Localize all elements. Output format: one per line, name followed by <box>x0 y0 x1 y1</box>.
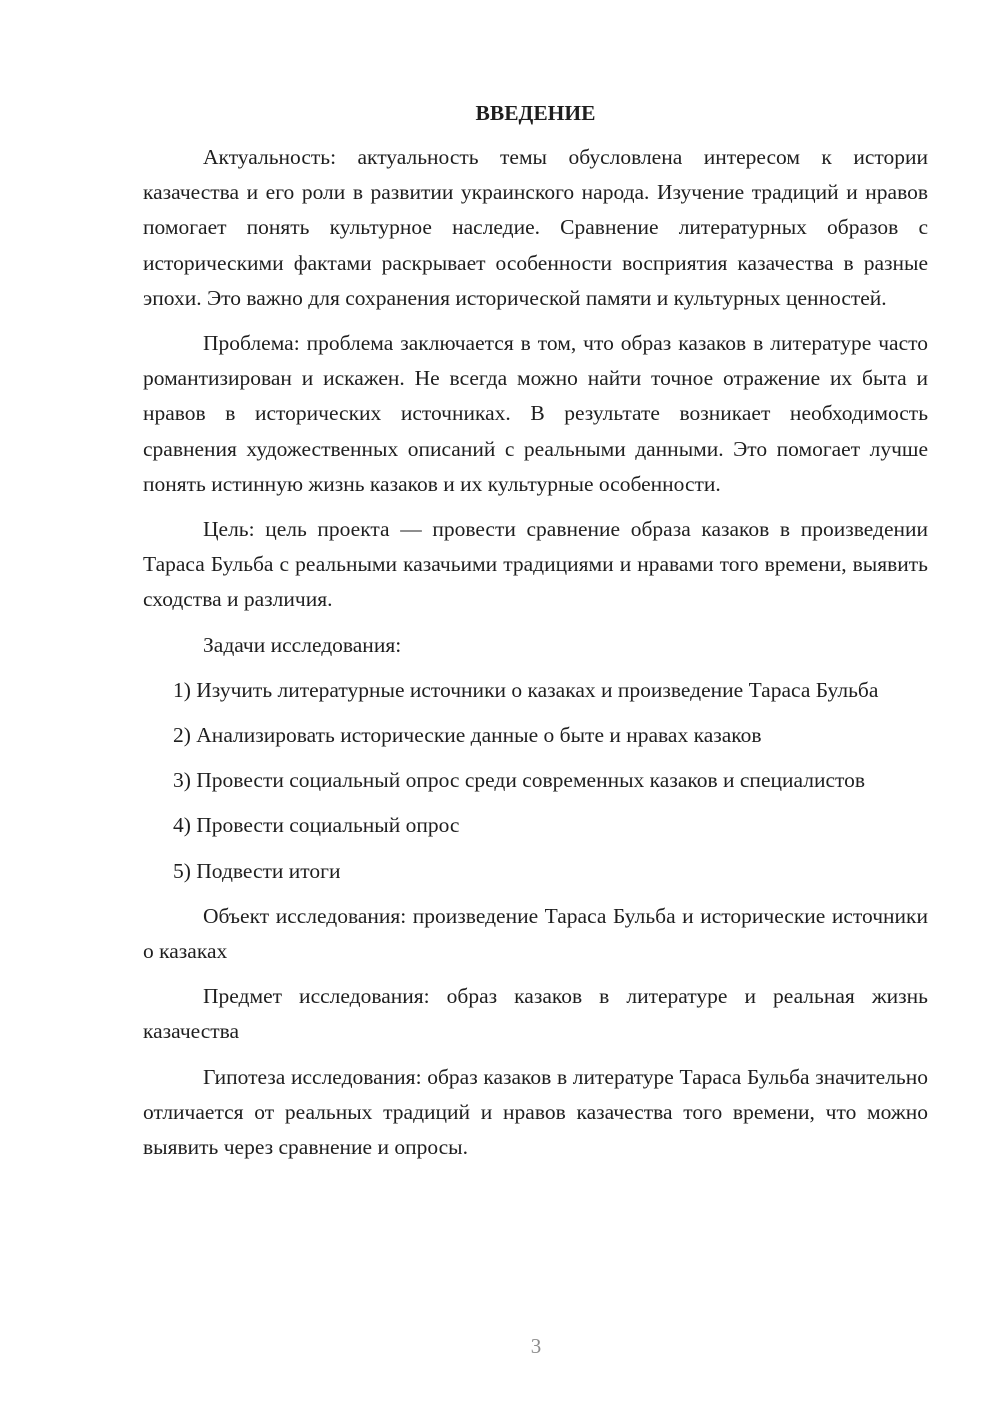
paragraph-object: Объект исследования: произведение Тараса Бульба и исторические источники о казаках <box>143 903 928 964</box>
task-item-3: 3) Провести социальный опрос среди современных казаков и специалистов <box>173 768 866 793</box>
paragraph-hypothesis: Гипотеза исследования: образ казаков в литературе Тараса Бульба значительно отличается от реальных традиций и нравов казачества того времени, что можно выявить через сравнение и опросы. <box>143 1064 928 1160</box>
task-item-1: 1) Изучить литературные источники о казаках и произведение Тараса Бульба <box>173 677 879 702</box>
section-heading: ВВЕДЕНИЕ <box>475 101 596 125</box>
tasks-title: Задачи исследования: <box>203 632 402 657</box>
task-item-2: 2) Анализировать исторические данные о быте и нравах казаков <box>173 723 762 748</box>
paragraph-problem: Проблема: проблема заключается в том, что образ казаков в литературе часто романтизирован и искажен. Не всегда можно найти точное отражение их быта и нравов в исторических источниках. В результате возникает необходимость сравнения художественных описаний с реальными данными. Это помогает лучше понять истинную жизнь казаков и их культурные особенности. <box>143 331 928 496</box>
task-item-5: 5) Подвести итоги <box>173 858 341 883</box>
page-number: 3 <box>530 1334 542 1358</box>
paragraph-subject: Предмет исследования: образ казаков в литературе и реальная жизнь казачества <box>143 984 928 1044</box>
paragraph-goal: Цель: цель проекта — провести сравнение образа казаков в произведении Тараса Бульба с реальными казачьими традициями и нравами того времени, выявить сходства и различия. <box>143 517 928 612</box>
page-content <box>143 96 928 1175</box>
task-item-4: 4) Провести социальный опрос <box>173 813 460 838</box>
paragraph-relevance: Актуальность: актуальность темы обусловлена интересом к истории казачества и его роли в развитии украинского народа. Изучение традиций и нравов помогает понять культурное наследие. Сравнение литературных образов с историческими фактами раскрывает особенности восприятия казачества в разные эпохи. Это важно для сохранения исторической памяти и культурных ценностей. <box>143 145 928 310</box>
